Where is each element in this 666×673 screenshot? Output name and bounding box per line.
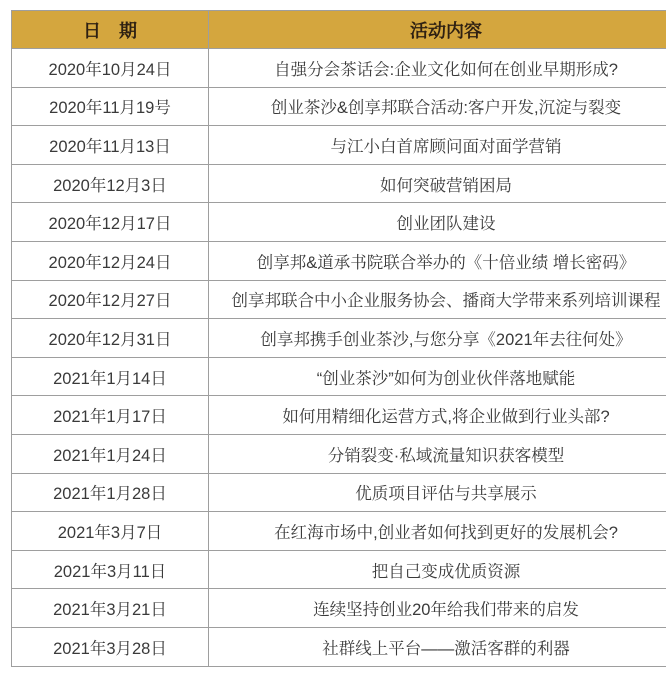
content-cell: 如何突破营销困局 bbox=[209, 164, 666, 203]
date-cell: 2020年12月24日 bbox=[12, 241, 209, 280]
content-cell: 创享邦联合中小企业服务协会、播商大学带来系列培训课程 bbox=[209, 280, 666, 319]
table-row bbox=[12, 87, 666, 126]
content-cell: 社群线上平台——激活客群的利器 bbox=[209, 627, 666, 666]
date-cell: 2021年1月17日 bbox=[12, 396, 209, 435]
date-cell: 2021年3月11日 bbox=[12, 550, 209, 589]
content-cell: 创享邦携手创业茶沙,与您分享《2021年去往何处》 bbox=[209, 319, 666, 358]
date-cell: 2021年3月7日 bbox=[12, 512, 209, 551]
date-cell: 2021年1月14日 bbox=[12, 357, 209, 396]
date-cell: 2020年12月17日 bbox=[12, 203, 209, 242]
table-row bbox=[12, 203, 666, 242]
table-row bbox=[12, 627, 666, 666]
table-row bbox=[12, 550, 666, 589]
date-cell: 2021年1月24日 bbox=[12, 434, 209, 473]
content-cell: 连续坚持创业20年给我们带来的启发 bbox=[209, 589, 666, 628]
content-cell: 与江小白首席顾问面对面学营销 bbox=[209, 126, 666, 165]
date-cell: 2020年11月19号 bbox=[12, 87, 209, 126]
content-cell: 创享邦&道承书院联合举办的《十倍业绩 增长密码》 bbox=[209, 241, 666, 280]
date-cell: 2020年12月3日 bbox=[12, 164, 209, 203]
content-cell: 如何用精细化运营方式,将企业做到行业头部? bbox=[209, 396, 666, 435]
events-table bbox=[11, 10, 666, 667]
date-cell: 2020年10月24日 bbox=[12, 49, 209, 88]
content-cell: 创业团队建设 bbox=[209, 203, 666, 242]
table-row bbox=[12, 473, 666, 512]
content-cell: 自强分会茶话会:企业文化如何在创业早期形成? bbox=[209, 49, 666, 88]
content-cell: 优质项目评估与共享展示 bbox=[209, 473, 666, 512]
content-cell: “创业茶沙”如何为创业伙伴落地赋能 bbox=[209, 357, 666, 396]
content-cell: 分销裂变·私域流量知识获客模型 bbox=[209, 434, 666, 473]
table-row bbox=[12, 164, 666, 203]
table-row bbox=[12, 512, 666, 551]
header-row bbox=[12, 11, 666, 49]
date-cell: 2021年1月28日 bbox=[12, 473, 209, 512]
table-row bbox=[12, 434, 666, 473]
table-row bbox=[12, 396, 666, 435]
table-row bbox=[12, 49, 666, 88]
content-cell: 把自己变成优质资源 bbox=[209, 550, 666, 589]
table-row bbox=[12, 126, 666, 165]
date-cell: 2021年3月21日 bbox=[12, 589, 209, 628]
header-cell-activity: 活动内容 bbox=[209, 11, 666, 49]
table-row bbox=[12, 319, 666, 358]
table-header bbox=[12, 11, 666, 49]
date-cell: 2021年3月28日 bbox=[12, 627, 209, 666]
date-cell: 2020年11月13日 bbox=[12, 126, 209, 165]
table-row bbox=[12, 241, 666, 280]
content-cell: 在红海市场中,创业者如何找到更好的发展机会? bbox=[209, 512, 666, 551]
table-row bbox=[12, 357, 666, 396]
table-body bbox=[12, 49, 666, 667]
date-cell: 2020年12月31日 bbox=[12, 319, 209, 358]
table-row bbox=[12, 280, 666, 319]
content-cell: 创业茶沙&创享邦联合活动:客户开发,沉淀与裂变 bbox=[209, 87, 666, 126]
table-row bbox=[12, 589, 666, 628]
date-cell: 2020年12月27日 bbox=[12, 280, 209, 319]
header-cell-date: 日 期 bbox=[12, 11, 209, 49]
